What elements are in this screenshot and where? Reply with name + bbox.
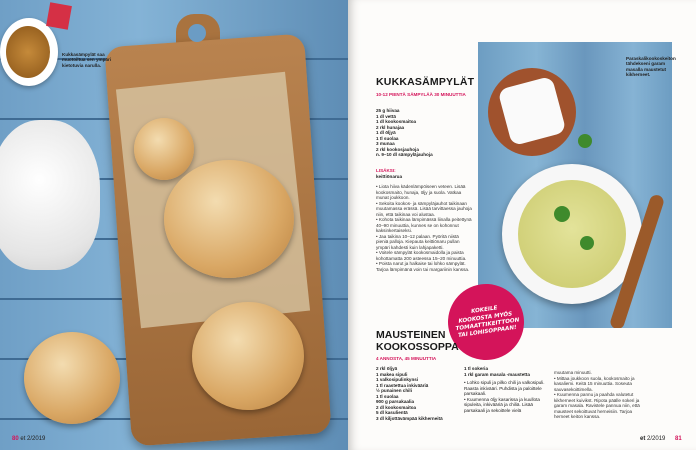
broccoli <box>554 206 570 222</box>
flower-bun <box>134 118 194 180</box>
ingredient: 2 rkl kookosjauhoja <box>376 146 419 152</box>
ingredient: 2 rkl hunajaa <box>376 124 405 130</box>
tea <box>6 26 50 78</box>
ingredient: 1 tl suolaa <box>376 393 399 399</box>
recipe1-ingredients <box>376 108 472 158</box>
recipe2-ingredients <box>376 366 464 421</box>
recipe2-title <box>376 330 496 353</box>
recipe1-yield: 10-12 PIENTÄ SÄMPYLÄÄ 30 MINUUTTIA <box>376 92 466 97</box>
ingredient: 3 dl kiljottävämpää kikherneitä <box>376 415 443 421</box>
recipe2-title-line: KOOKOSSOPPA <box>376 340 459 353</box>
white-teapot <box>0 120 100 270</box>
broccoli <box>578 134 592 148</box>
ingredient: 1 tl raastettua inkivääriä <box>376 382 429 388</box>
soup-photo <box>478 42 676 328</box>
ingredient: n. 9–10 dl sämpyläjauhoja <box>376 152 433 157</box>
coconut-soup <box>518 180 626 288</box>
folio-left <box>12 436 45 442</box>
ingredient: 3 munaa <box>376 141 395 146</box>
ingredient: 1 rkl garam masala -maustetta <box>464 371 530 377</box>
recipe1-title: KUKKASÄMPYLÄT <box>376 76 475 88</box>
ingredient: 5 dl kasulientä <box>376 410 408 415</box>
page-number: 81 <box>675 436 682 442</box>
recipe2-column2 <box>464 366 552 413</box>
recipe-step: • Kohota taikinaa lämpimässä liinalla peitettynä 40–90 minuuttia, kunnes se on kohonnut kaksinkertaiseksi. <box>376 217 472 233</box>
ingredient: 2 rkl öljyä <box>376 366 398 371</box>
recipe-step: • Voitele sämpylät kookosmaidolla ja paista kohottamatta 200 asteessa 15–20 minuuttia. <box>376 250 467 261</box>
tip-badge-text: KOKEILE KOOKOSTA MYÖS TOMAATTIKEITTOON TAI LOHISOPPAAN! <box>455 305 520 340</box>
recipe1-extra: keittiönarua <box>376 174 403 179</box>
tea-tag <box>46 2 72 29</box>
ingredient: ½ punainen chili <box>376 388 412 393</box>
flower-bun <box>164 160 294 278</box>
recipe-step: • Jaa taikina 10–12 palaan. Pyöritä niistä pieniä palloja. Kiepauta keittiönaru pullan ympäri kahdesti kuin lahjapaketti. <box>376 233 460 250</box>
ingredient: 1 makea sipuli <box>376 371 408 377</box>
recipe-step: • Sekoita kookos- ja sämpyläjauhot taikinaan muutamassa erässä. Lisää tarvittaessa jauhoja niin, että taikinaa voi alustaa. <box>376 200 472 217</box>
recipe-step: • Liota hiiva kädenlämpöiseen veteen. Lisää kookosmaito, hunaja, öljy ja suola. Vatkaa munat joukkoon. <box>376 184 466 200</box>
ingredient: 1 dl kookosmaitoa <box>376 119 417 124</box>
ingredient: 1 dl vettä <box>376 113 396 119</box>
board-hole <box>188 24 206 42</box>
ingredient: 1 tl sokeria <box>464 366 489 371</box>
ingredient: 1 dl öljyä <box>376 130 396 135</box>
recipe-step: • Poista narut ja halkaise tai lohko sämpylät. Tarjoa lämpimänä voin tai margariinin kanssa. <box>376 261 470 272</box>
recipe1-steps <box>376 184 472 272</box>
ingredient: 25 g hiivaa <box>376 108 400 113</box>
recipe2-yield: 4 ANNOSTA, 45 MINUUTTIA <box>376 356 437 361</box>
ingredient: 2 dl kookosmaitoa <box>376 404 417 410</box>
ingredient: 900 g parsakaalia <box>376 399 415 404</box>
ingredient: 1 tl suolaa <box>376 135 399 141</box>
folio-right <box>640 436 682 442</box>
soup-bowl <box>502 164 642 304</box>
broccoli <box>580 236 594 250</box>
recipe2-title-line: MAUSTEINEN <box>376 329 446 341</box>
soup-photo-caption: Paraskalikookoskeiton tähdekseni garam masalla maustetut kikherneet. <box>626 56 676 78</box>
recipe2-steps: • Lohko sipuli ja pilko chili ja valkosipuli. Raasta inkivääri. Puhdista ja paloittele parsakaali. • Kuumenna öljy kasarissa ja kuullota sipuleita, inkivääriä ja chiliä. Lisää parsakaali ja sekoittele vielä <box>464 380 545 413</box>
issue: 2/2019 <box>27 436 46 442</box>
recipe2-steps-continued: muutama minuutti. • Mittaa joukkoon suola, kookosmaito ja kasaliemi. Keitä 15 minuuttia. Soseuta sauvasekoittimella. • Kuumenna pannu ja paahda valutetut kikherneet kuivikst. Ripota päälle sokeri ja garam masala. Ravistele pannua niin, että mausteet sekoittuvat herneisiin. Tarjoa herneet keiton kanssa. <box>554 370 640 419</box>
issue: 2/2019 <box>647 436 666 442</box>
page-number: 80 <box>12 436 19 442</box>
magazine-name: et <box>640 436 646 442</box>
flower-bun <box>192 302 304 410</box>
flower-bun <box>24 332 120 424</box>
left-photo-caption: Kukkasämpylät saa muotoiltua sen ympäri kietotuvia narulla. <box>62 52 112 68</box>
recipe1-extra-heading: LISÄKSI: <box>376 168 396 173</box>
ingredient: 1 valkosipulinkynsi <box>376 377 419 382</box>
magazine-name: et <box>20 436 26 442</box>
